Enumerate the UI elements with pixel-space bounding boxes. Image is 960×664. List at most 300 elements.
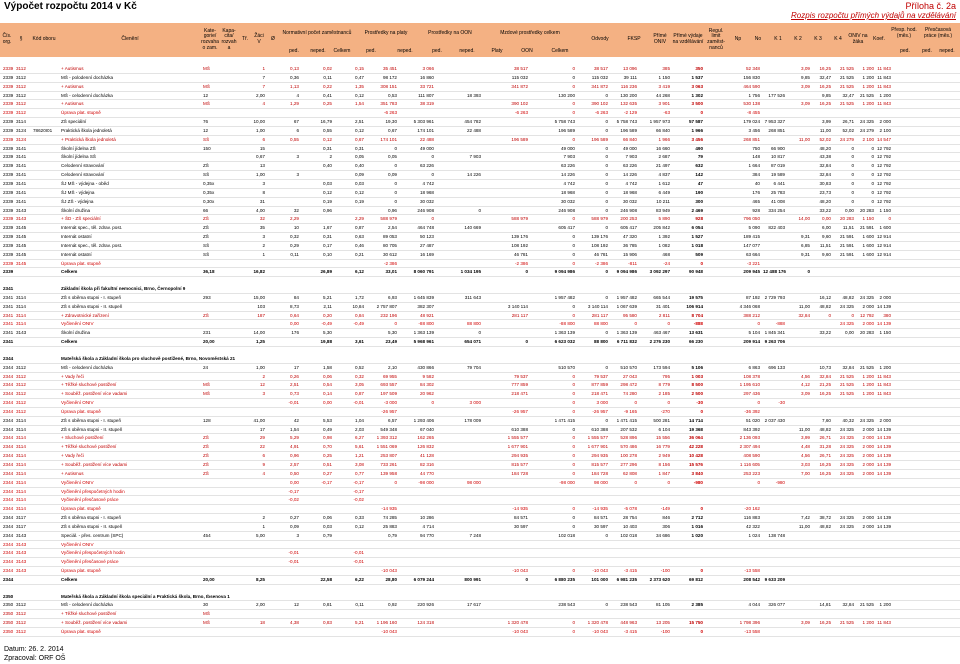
cell-value: -0,49 <box>353 321 364 327</box>
cell-value: 3 840 <box>691 470 703 476</box>
cell-value: 5 106 <box>691 364 703 370</box>
cell-value: 20 283 <box>839 216 854 222</box>
cell-value: 0,36 <box>290 74 299 80</box>
cell-nm: ZŠ s oběma stupni - I. stupeň <box>61 515 122 521</box>
cell-value: 18 968 <box>622 189 637 195</box>
cell-kat: 20,00 <box>203 339 215 345</box>
cell-value: 62 808 <box>622 470 637 476</box>
cell-value: 1 798 396 <box>739 620 760 626</box>
cell-value: 0,67 <box>256 154 265 160</box>
cell-value: 41 008 <box>770 198 785 204</box>
cell-value: 0,53 <box>388 92 397 98</box>
cell-value: 0 <box>634 321 637 327</box>
cell-value: 32 <box>259 216 265 222</box>
cell-value: 28 754 <box>622 515 637 521</box>
cell-value: 0 <box>572 461 575 467</box>
cell-value: 341 872 <box>511 83 528 89</box>
cell-value: 1 600 <box>862 251 874 257</box>
cell-nm: Vyčlenění přespočetných hodin <box>61 550 125 556</box>
cell-value: 0,09 <box>290 523 299 529</box>
cell-value: 1 551 069 <box>376 444 397 450</box>
cell-value: 190 <box>695 189 703 195</box>
cell-value: 3,99 <box>801 435 810 441</box>
sub-oon: OON <box>521 47 533 54</box>
cell-value: 30 032 <box>560 198 575 204</box>
col-k4: K 4 <box>834 36 842 43</box>
cell-value: 5 104 <box>748 330 760 336</box>
cell-value: 0 <box>851 172 854 178</box>
cell-value: 2 <box>262 515 265 521</box>
cell-value: 98 172 <box>382 74 397 80</box>
cell-value: 218 471 <box>591 391 608 397</box>
cell-value: 200 253 <box>620 216 637 222</box>
cell-value: 2 100 <box>879 127 891 133</box>
cell-nm: Úprava plat. stupně <box>61 629 101 634</box>
col-zaci: Žáci V <box>254 33 264 45</box>
cell-value: 14 139 <box>877 435 892 441</box>
cell-value: 147 077 <box>743 242 760 248</box>
cell-value: 3,99 <box>822 119 831 125</box>
cell-value: 334 254 <box>768 207 785 213</box>
cell-value: 610 388 <box>591 426 608 432</box>
cell-value: 385 <box>662 66 670 71</box>
table-row <box>0 514 960 523</box>
table-row <box>0 65 960 74</box>
cell-org: 2341 <box>3 286 14 292</box>
cell-value: -10 043 <box>592 629 608 634</box>
cell-nm: Internát ostatní <box>61 234 92 240</box>
table-row <box>0 320 960 329</box>
cell-kat: MŠ <box>203 620 210 626</box>
cell-value: 30 032 <box>622 198 637 204</box>
cell-kat: MŠ <box>203 101 210 107</box>
cell-value: 40,32 <box>842 417 854 423</box>
cell-value: 306 <box>662 523 670 529</box>
cell-value: 48,82 <box>819 303 831 309</box>
cell-org: 2344 <box>3 355 14 361</box>
cell-value: 1,00 <box>256 127 265 133</box>
cell-value: 2,00 <box>256 602 265 608</box>
cell-value: 0,00 <box>290 479 299 485</box>
cell-value: 0 <box>605 163 608 169</box>
cell-value: 67 <box>293 119 299 125</box>
cell-value: 4,56 <box>801 453 810 459</box>
cell-value: 11 843 <box>877 66 891 71</box>
cell-value: 4 <box>262 470 265 476</box>
cell-value: -980 <box>775 479 785 485</box>
cell-value: -270 <box>660 408 670 414</box>
cell-value: 0,83 <box>323 620 332 626</box>
cell-value: 140 669 <box>464 225 481 231</box>
cell-value: 0 <box>572 515 575 521</box>
cell-value: 10 211 <box>656 198 670 204</box>
cell-org: 2339 <box>3 66 14 71</box>
cell-nm: Internát ostatní <box>61 251 92 257</box>
cell-org: 2339 <box>3 119 14 125</box>
cell-org: 2344 <box>3 461 14 467</box>
cell-value: -0,17 <box>288 488 299 494</box>
cell-value: 36 064 <box>688 435 703 441</box>
cell-par: 3112 <box>16 83 26 89</box>
cell-value: 32,84 <box>842 364 854 370</box>
cell-value: 12 792 <box>877 198 892 204</box>
cell-value: 31 <box>259 198 265 204</box>
cell-value: 0,32 <box>355 373 364 379</box>
cell-par: 3141 <box>16 180 27 186</box>
cell-value: 22,58 <box>320 576 332 582</box>
cell-value: 1 847 <box>658 470 670 476</box>
cell-value: 0 <box>572 101 575 107</box>
cell-value: 1,21 <box>355 453 364 459</box>
cell-value: 1 200 <box>879 92 891 98</box>
cell-value: 408 590 <box>743 453 760 459</box>
cell-value: 21 525 <box>839 373 854 379</box>
cell-value: 16,25 <box>819 461 831 467</box>
col-k3: K 3 <box>814 36 822 43</box>
cell-nm: + Souběž. postižení více vadami <box>61 620 128 626</box>
cell-value: 1 555 577 <box>587 435 608 441</box>
cell-value: 208 542 <box>743 576 760 582</box>
cell-value: 6 104 <box>658 426 670 432</box>
cell-kat: 231 <box>203 330 211 336</box>
cell-value: 0 <box>605 198 608 204</box>
cell-value: 1 200 <box>879 602 891 608</box>
cell-value: 0 <box>700 629 703 634</box>
cell-value: 0,00 <box>845 207 854 213</box>
cell-value: 2 757 807 <box>376 303 397 309</box>
footer <box>4 645 65 663</box>
cell-kat: MŠ <box>203 391 210 397</box>
cell-value: 16,25 <box>819 66 831 71</box>
cell-value: 0 <box>394 180 397 186</box>
cell-value: 2,54 <box>388 225 397 231</box>
cell-value: 30 032 <box>419 198 434 204</box>
cell-org: 2339 <box>3 234 14 240</box>
cell-value: -26 957 <box>592 408 608 414</box>
cell-org: 2344 <box>3 506 14 512</box>
cell-value: 0,67 <box>388 127 397 133</box>
cell-value: 187 <box>257 312 265 318</box>
table-row <box>0 207 960 216</box>
cell-value: 0 <box>605 364 608 370</box>
cell-value: 0,19 <box>323 198 332 204</box>
cell-value: 0 <box>871 154 874 160</box>
cell-value: 24 325 <box>839 515 854 521</box>
cell-value: 124 318 <box>417 620 434 626</box>
cell-org: 2344 <box>3 497 14 503</box>
cell-value: 10 428 <box>688 453 703 459</box>
cell-value: 1,58 <box>323 364 332 370</box>
cell-value: 4,56 <box>801 373 810 379</box>
cell-org: 2350 <box>3 593 14 599</box>
cell-value: 0 <box>605 189 608 195</box>
cell-value: 1 024 <box>748 532 760 538</box>
cell-value: 196 589 <box>591 136 608 142</box>
cell-value: 0 <box>572 136 575 142</box>
cell-value: 89 053 <box>382 234 397 240</box>
cell-value: 0 <box>605 145 608 151</box>
cell-value: 0,13 <box>290 66 299 71</box>
cell-value: 0,31 <box>323 145 332 151</box>
cell-value: 10 <box>293 225 299 231</box>
col-prumer: Ø <box>271 36 275 43</box>
cell-value: 3,09 <box>801 66 810 71</box>
cell-kat: 36,18 <box>203 269 215 275</box>
cell-nm: + ŠD - ZŠ speciální <box>61 216 101 222</box>
cell-value: 0,55 <box>290 136 299 142</box>
cell-value: 0,33 <box>355 515 364 521</box>
cell-value: 1 150 <box>879 207 891 213</box>
cell-value: 177 526 <box>768 92 785 98</box>
cell-nm: ZŠ s oběma stupni - II. stupeň <box>61 523 123 529</box>
cell-value: 0 <box>572 470 575 476</box>
cell-value: 42 <box>293 417 299 423</box>
table-row <box>0 92 960 101</box>
cell-value: 79 537 <box>513 373 528 379</box>
cell-value: 0 <box>605 92 608 98</box>
cell-value: 14 139 <box>877 321 892 327</box>
cell-value: 0 <box>605 417 608 423</box>
cell-org: 2344 <box>3 400 14 406</box>
cell-value: 308 151 <box>380 83 397 89</box>
cell-value: 14 139 <box>877 444 892 450</box>
cell-value: 21 591 <box>839 251 854 257</box>
cell-value: 1,35 <box>355 83 364 89</box>
table-row <box>0 347 960 355</box>
cell-value: -36 392 <box>744 408 760 414</box>
cell-value: 14 714 <box>688 417 703 423</box>
cell-kat: MŠ <box>203 611 210 617</box>
cell-value: 2,03 <box>355 426 364 432</box>
cell-value: 281 117 <box>591 312 608 318</box>
cell-value: 6,12 <box>355 269 364 275</box>
cell-value: 19 368 <box>688 426 703 432</box>
table-row <box>0 198 960 207</box>
cell-nm: + Těžké sluchové postižení <box>61 444 117 450</box>
cell-value: 101 000 <box>591 576 608 582</box>
cell-value: 1 150 <box>658 74 670 80</box>
cell-value: 9,60 <box>822 234 831 240</box>
table-row <box>0 224 960 233</box>
table-row <box>0 541 960 550</box>
cell-value: 0 <box>572 629 575 634</box>
cell-value: 1 363 139 <box>616 330 637 336</box>
cell-kat: 24 <box>203 364 209 370</box>
cell-value: 2 136 093 <box>739 435 760 441</box>
table-row <box>0 118 960 127</box>
cell-value: 33,22 <box>819 207 831 213</box>
cell-value: 126 832 <box>417 444 434 450</box>
cell-value: 528 896 <box>620 435 637 441</box>
cell-value: -14 935 <box>592 506 608 512</box>
cell-nm: ŠJ MŠ - výdejna - oběd <box>61 180 109 186</box>
cell-org: 2344 <box>3 559 14 565</box>
table-row <box>0 109 960 118</box>
cell-value: 63 226 <box>560 163 575 169</box>
cell-value: 0 <box>572 260 575 266</box>
cell-value: 35 451 <box>382 66 397 71</box>
cell-value: 843 392 <box>743 426 760 432</box>
cell-value: 6 880 235 <box>554 576 575 582</box>
table-row <box>0 242 960 251</box>
cell-value: 0 <box>525 339 528 345</box>
table-row <box>0 558 960 567</box>
cell-value: 1 677 901 <box>587 444 608 450</box>
cell-value: 3 419 <box>658 83 670 89</box>
cell-value: 142 <box>695 172 703 178</box>
cell-par: 3114 <box>16 294 26 300</box>
cell-value: 0 <box>478 207 481 213</box>
cell-org: 2339 <box>3 260 14 266</box>
cell-value: 2 037 430 <box>764 417 785 423</box>
table-row <box>0 567 960 576</box>
cell-value: 15 906 <box>622 251 637 257</box>
cell-value: 189 415 <box>743 234 760 240</box>
cell-value: 0 <box>478 330 481 336</box>
cell-kat: 12 <box>203 127 209 133</box>
cell-kat: ZŠ <box>203 234 209 240</box>
table-header <box>0 23 960 57</box>
cell-value: 31 401 <box>655 303 670 309</box>
cell-value: -10 043 <box>381 629 397 634</box>
cell-value: 0 <box>700 260 703 266</box>
cell-value: 5 890 <box>658 216 670 222</box>
cell-value: 13 205 <box>655 620 670 626</box>
cell-value: 2 000 <box>862 426 874 432</box>
cell-par: 3114 <box>16 470 26 476</box>
cell-value: 0,11 <box>323 74 332 80</box>
cell-value: 9,85 <box>801 74 810 80</box>
cell-org: 2339 <box>3 172 14 178</box>
cell-value: 4,00 <box>256 207 265 213</box>
cell-org: 2339 <box>3 216 14 222</box>
cell-nm: + Autismus <box>61 101 84 107</box>
cell-value: 49 000 <box>419 145 434 151</box>
cell-value: 0,41 <box>323 92 332 98</box>
cell-value: 1 200 <box>862 620 874 626</box>
table-row <box>0 443 960 452</box>
cell-nm: ZŠ s oběma stupni - II. stupeň <box>61 303 123 309</box>
cell-par: 3112 <box>16 66 26 71</box>
cell-value: 3 <box>262 180 265 186</box>
cell-value: 0 <box>394 145 397 151</box>
col-kategorie: Kate- gorie/ rozvaha o zam. <box>201 27 219 51</box>
cell-value: 0,12 <box>323 136 332 142</box>
cell-nm: + Vady řeči <box>61 373 84 379</box>
cell-value: 11 843 <box>877 373 891 379</box>
cell-value: 0 <box>871 189 874 195</box>
cell-value: 22 488 <box>466 127 481 133</box>
cell-nm: Úprava plat. stupně <box>61 110 101 116</box>
cell-value: 0 <box>851 198 854 204</box>
cell-value: 3 000 <box>596 400 608 406</box>
cell-kat: SŠ <box>203 172 210 178</box>
cell-value: 0,06 <box>323 373 332 379</box>
cell-value: 1,25 <box>256 339 265 345</box>
cell-value: 69 812 <box>688 576 703 582</box>
table-row <box>0 417 960 426</box>
cell-value: 1 200 <box>862 101 874 107</box>
cell-value: 209 914 <box>743 339 760 345</box>
cell-value: 176 <box>752 189 760 195</box>
cell-value: 0,25 <box>323 101 332 107</box>
cell-value: 17 617 <box>466 602 481 608</box>
cell-value: 0,84 <box>355 312 364 318</box>
cell-value: 50 123 <box>419 234 434 240</box>
cell-value: 388 212 <box>743 312 760 318</box>
cell-value: 3 901 <box>658 101 670 107</box>
cell-value: 2 000 <box>862 461 874 467</box>
cell-value: 351 783 <box>380 101 397 107</box>
cell-par: 3143 <box>16 568 27 574</box>
cell-value: 0 <box>851 189 854 195</box>
cell-org: 2341 <box>3 321 14 327</box>
cell-value: 0 <box>572 83 575 89</box>
section-row <box>0 285 960 294</box>
cell-value: 4 742 <box>422 180 434 186</box>
sub-neped: neped. <box>310 47 326 54</box>
cell-value: 173 594 <box>653 364 670 370</box>
cell-org: 2341 <box>3 303 14 309</box>
col-tridy: Tř. <box>241 36 249 43</box>
cell-org: 2339 <box>3 198 14 204</box>
cell-value: 5,21 <box>355 620 364 626</box>
cell-par: 3114 <box>16 461 26 467</box>
cell-value: 3 456 <box>748 127 760 133</box>
cell-value: 18 968 <box>560 189 575 195</box>
cell-value: 326 077 <box>768 602 785 608</box>
cell-value: 510 570 <box>558 364 575 370</box>
cell-value: 0 <box>572 426 575 432</box>
table-row <box>0 215 960 224</box>
cell-nm: Školní družina <box>61 330 91 336</box>
cell-value: -2 386 <box>383 260 397 266</box>
cell-value: 0 <box>431 216 434 222</box>
budget-table <box>0 65 960 637</box>
cell-nm: Vyčlenění ONIV <box>61 400 94 406</box>
cell-value: 0 <box>572 373 575 379</box>
cell-value: 294 935 <box>591 453 608 459</box>
cell-par: 3143 <box>16 559 27 565</box>
cell-value: 0 <box>667 400 670 406</box>
cell-value: 0 <box>700 110 703 116</box>
cell-value: 0,49 <box>323 426 332 432</box>
cell-value: 10 286 <box>419 515 434 521</box>
cell-value: 297 436 <box>743 391 760 397</box>
col-prep-hod: Přesp. hod. (měs.) <box>891 27 917 39</box>
cell-value: 777 859 <box>511 382 528 388</box>
sub-neped: neped. <box>459 47 475 54</box>
cell-value: -0,17 <box>353 479 364 485</box>
cell-value: 32,84 <box>842 602 854 608</box>
cell-value: 2 276 230 <box>649 339 670 345</box>
cell-value: 0,31 <box>355 145 364 151</box>
cell-value: 0,64 <box>290 312 299 318</box>
cell-kat: SŠ <box>203 251 210 257</box>
cell-par: 3112 <box>16 364 26 370</box>
cell-value: 1 200 <box>879 364 891 370</box>
cell-value: 38,72 <box>819 515 831 521</box>
cell-value: 108 378 <box>743 373 760 379</box>
cell-value: -88 800 <box>418 321 434 327</box>
cell-org: 2339 <box>3 83 14 89</box>
cell-value: 796 050 <box>743 216 760 222</box>
cell-value: 24 325 <box>839 321 854 327</box>
table-row <box>0 373 960 382</box>
cell-value: 174 101 <box>417 127 434 133</box>
cell-nm: + Souběž. postižení více vadami <box>61 461 128 467</box>
cell-value: 390 102 <box>591 101 608 107</box>
